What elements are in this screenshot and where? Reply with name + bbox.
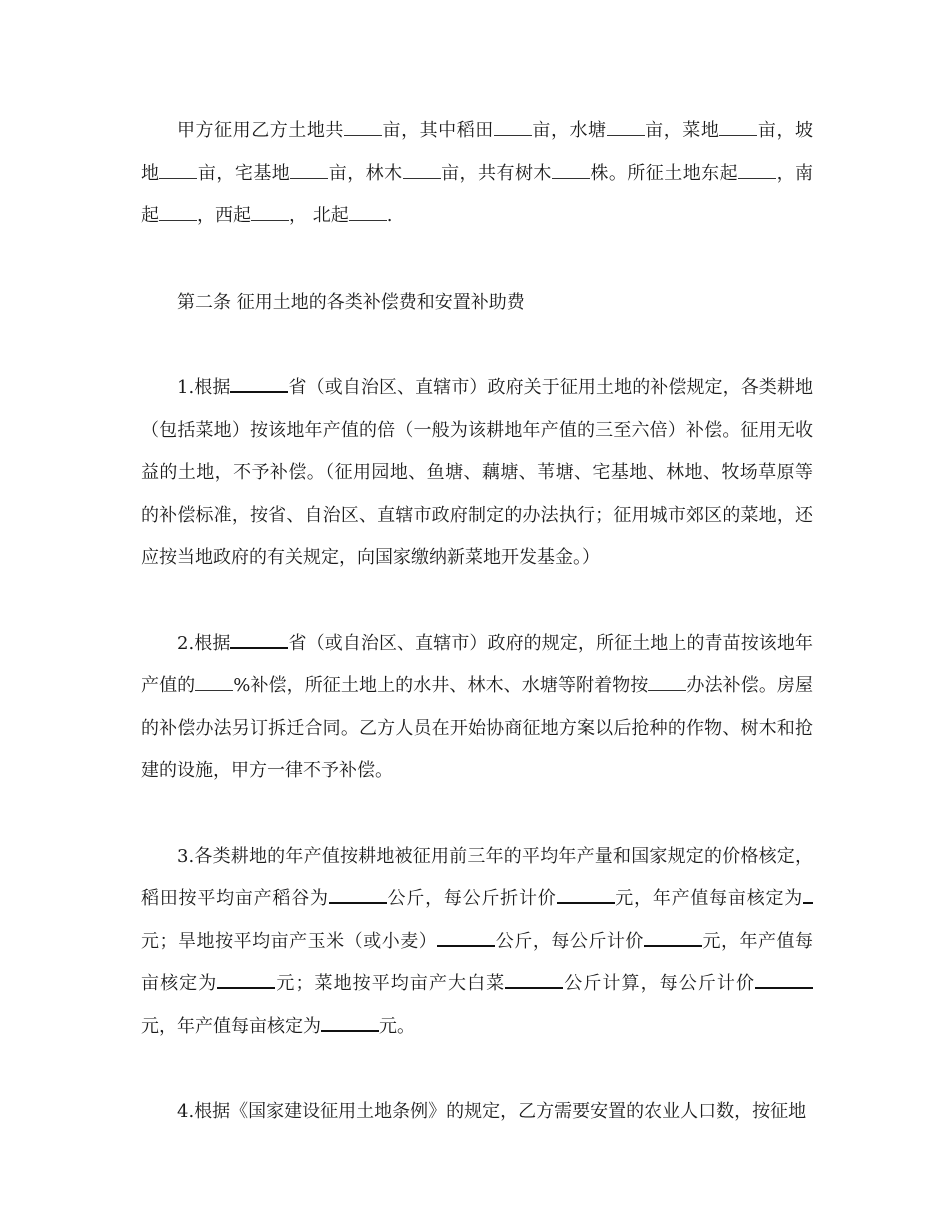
text-segment: 公斤，每公斤折计价 xyxy=(386,888,557,909)
text-segment: 亩，共有树木 xyxy=(440,162,552,184)
blank-field xyxy=(349,202,387,221)
text-segment: ， 北起 xyxy=(289,205,349,226)
spacer xyxy=(141,580,813,623)
land-area-paragraph xyxy=(141,110,813,238)
text-segment: 2.根据 xyxy=(177,632,231,654)
blank-field xyxy=(803,884,813,904)
blank-field xyxy=(159,202,197,221)
clause-2-paragraph xyxy=(141,623,813,793)
text-segment: 甲方征用乙方土地共 xyxy=(177,120,344,141)
clause-4-paragraph: 4.根据《国家建设征用土地条例》的规定，乙方需要安置的农业人口数，按征地 xyxy=(177,1101,807,1122)
blank-field xyxy=(557,884,615,904)
text-segment: 办法补偿。房屋的补偿办法另订拆迁合同。乙方人员在开始协商征地方案以后抢种的作物、树木和抢建的设施，甲方一律不予补偿。 xyxy=(141,675,814,781)
text-segment: 公斤计算，每公斤计价 xyxy=(563,973,756,994)
text-segment: 1.根据 xyxy=(177,377,231,398)
text-segment: 省（或自治区、直辖市）政府的规定，所征土地上的青苗按该地年产值的 xyxy=(141,632,813,696)
text-segment: . xyxy=(386,205,393,226)
text-segment: 元；旱地按平均亩产玉米（或小麦） xyxy=(141,930,438,952)
text-segment: ，西起 xyxy=(197,205,251,226)
text-segment: 元，年产值每亩核定为 xyxy=(141,1015,321,1037)
text-segment: 株。所征土地东起 xyxy=(589,162,739,184)
article-2-heading: 第二条 征用土地的各类补偿费和安置补助费 xyxy=(177,291,525,313)
blank-field xyxy=(644,927,702,947)
blank-field xyxy=(755,969,813,989)
blank-field xyxy=(290,160,328,179)
blank-field xyxy=(403,160,441,179)
text-segment: 亩，菜地 xyxy=(644,120,720,141)
document-page xyxy=(141,110,813,1134)
text-segment: 元，年产值每亩核定为 xyxy=(141,930,814,994)
text-segment: 元；菜地按平均亩产大白菜 xyxy=(275,973,506,994)
text-segment: ，南起 xyxy=(141,162,814,226)
clause-3-paragraph xyxy=(141,836,813,1049)
spacer xyxy=(141,793,813,836)
blank-field xyxy=(217,969,275,989)
blank-field xyxy=(251,202,289,221)
text-segment: 亩，宅基地 xyxy=(197,162,291,184)
spacer xyxy=(141,324,813,367)
text-segment: 亩，水塘 xyxy=(531,120,607,141)
text-segment: 亩，坡地 xyxy=(141,120,814,184)
percent-blank xyxy=(195,672,233,691)
clause-1-paragraph xyxy=(141,367,813,580)
text-segment: 亩，林木 xyxy=(328,162,403,184)
text-segment: 元，年产值每亩核定为 xyxy=(614,888,804,909)
blank-field xyxy=(159,160,197,179)
blank-field xyxy=(552,160,590,179)
blank-field xyxy=(505,969,563,989)
blank-field xyxy=(344,117,382,136)
text-segment: 亩，其中稻田 xyxy=(381,120,494,141)
blank-field xyxy=(607,117,645,136)
blank-field xyxy=(719,117,757,136)
spacer xyxy=(141,238,813,282)
text-segment: 3.各类耕地的年产值按耕地被征用前三年的平均年产量和国家规定的价格核定，稻田按平均亩产稻谷为 xyxy=(141,845,813,909)
text-segment: %补偿，所征土地上的水井、林木、水塘等附着物按 xyxy=(233,675,649,696)
blank-field xyxy=(329,884,387,904)
province-blank xyxy=(230,629,288,649)
spacer xyxy=(141,1048,813,1091)
province-blank xyxy=(230,373,288,393)
text-segment: 公斤，每公斤计价 xyxy=(495,930,644,952)
blank-field xyxy=(321,1012,379,1032)
blank-field xyxy=(437,927,495,947)
text-segment: 元。 xyxy=(379,1015,415,1037)
method-blank xyxy=(648,672,686,691)
blank-field xyxy=(738,160,776,179)
blank-field xyxy=(494,117,532,136)
text-segment: 省（或自治区、直辖市）政府关于征用土地的补偿规定，各类耕地（包括菜地）按该地年产值的倍（一般为该耕地年产值的三至六倍）补偿。征用无收益的土地，不予补偿。（征用园地、鱼塘、藕塘、苇塘、宅基地、林地、牧场草原等的补偿标准，按省、自治区、直辖市政府制定的办法执行；征用城市郊区的菜地，还应按当地政府的有关规定，向国家缴纳新菜地开发基金。） xyxy=(141,377,813,568)
